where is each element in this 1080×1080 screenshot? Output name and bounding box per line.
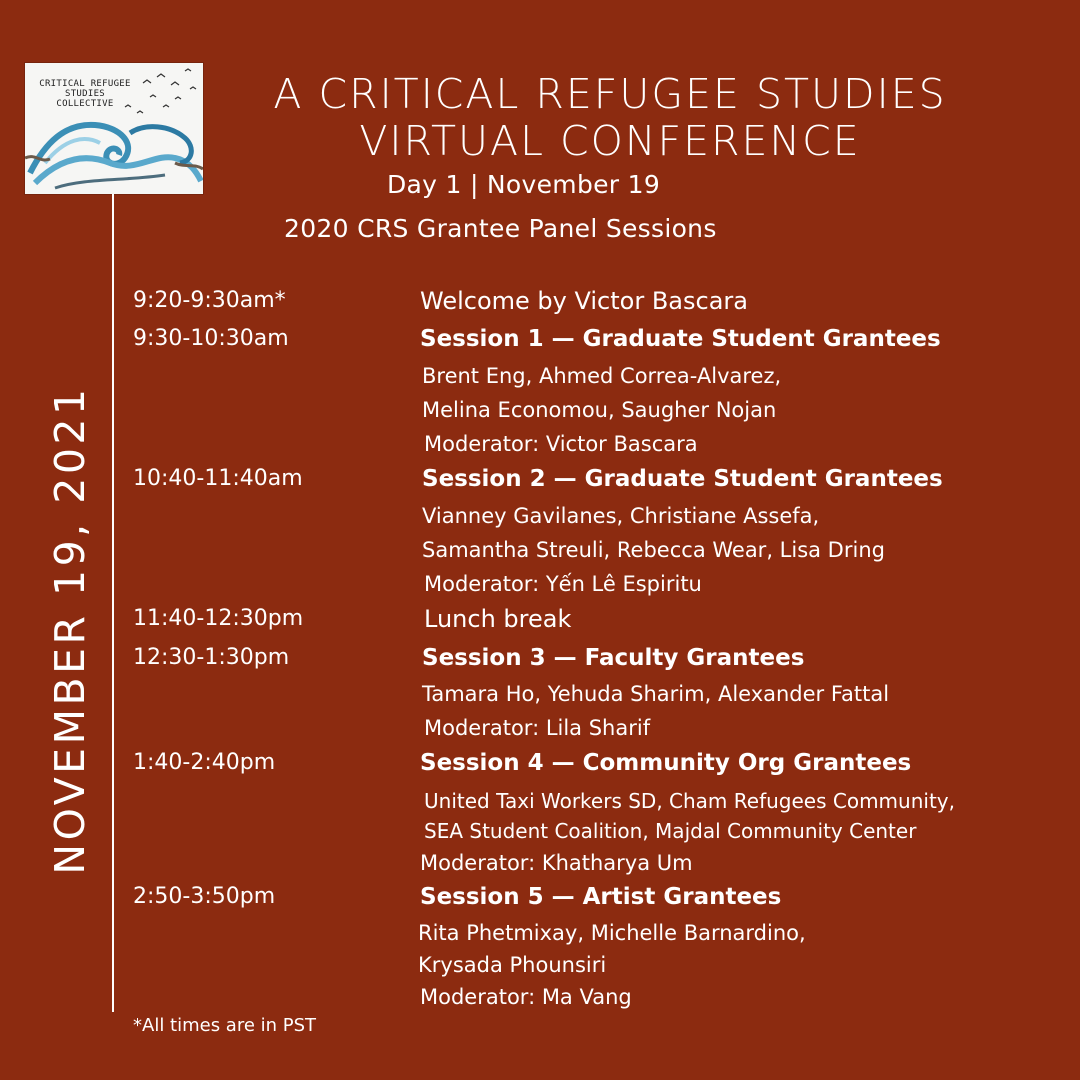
collective-logo [25,63,203,194]
session-moderator: Moderator: Victor Bascara [424,432,698,456]
schedule-title: Welcome by Victor Bascara [420,287,748,315]
conference-title-line1: A CRITICAL REFUGEE STUDIES [273,70,947,118]
session-moderator: Moderator: Ma Vang [420,985,632,1009]
wave-illustration [25,63,203,194]
session-participants: Brent Eng, Ahmed Correa-Alvarez, [422,364,782,388]
timezone-footnote: *All times are in PST [133,1015,317,1036]
session-title: Session 4 — Community Org Grantees [420,750,912,776]
session-participants: Tamara Ho, Yehuda Sharim, Alexander Fattal [422,682,890,706]
session-title: Session 3 — Faculty Grantees [422,645,805,671]
session-participants: SEA Student Coalition, Majdal Community Center [424,819,917,843]
day-line: Day 1 | November 19 [387,170,661,199]
session-participants: Krysada Phounsiri [418,953,607,977]
schedule-time: 12:30-1:30pm [133,645,290,670]
logo-text-line1: CRITICAL REFUGEE [39,79,131,89]
schedule-time: 9:20-9:30am* [133,288,286,313]
schedule-title: Lunch break [424,605,572,633]
session-title: Session 1 — Graduate Student Grantees [420,326,941,352]
schedule-time: 2:50-3:50pm [133,884,276,909]
schedule-time: 9:30-10:30am [133,326,289,351]
session-moderator: Moderator: Lila Sharif [424,716,651,740]
session-participants: Vianney Gavilanes, Christiane Assefa, [422,504,820,528]
panel-line: 2020 CRS Grantee Panel Sessions [284,214,717,243]
vertical-date-container [40,380,100,880]
schedule-time: 1:40-2:40pm [133,750,276,775]
session-participants: Samantha Streuli, Rebecca Wear, Lisa Dring [422,538,885,562]
session-moderator: Moderator: Yến Lê Espiritu [424,572,702,596]
conference-title-line2: VIRTUAL CONFERENCE [359,117,861,165]
session-title: Session 2 — Graduate Student Grantees [422,466,943,492]
session-title: Session 5 — Artist Grantees [420,884,782,910]
vertical-date: NOVEMBER 19, 2021 [46,385,94,875]
schedule-time: 11:40-12:30pm [133,606,304,631]
logo-text-line2: STUDIES COLLECTIVE [56,89,114,109]
session-participants: Melina Economou, Saugher Nojan [422,398,777,422]
session-moderator: Moderator: Khatharya Um [420,851,693,875]
timeline-rule [112,194,114,1012]
session-participants: Rita Phetmixay, Michelle Barnardino, [418,921,806,945]
session-participants: United Taxi Workers SD, Cham Refugees Community, [424,789,955,813]
schedule-time: 10:40-11:40am [133,466,303,491]
